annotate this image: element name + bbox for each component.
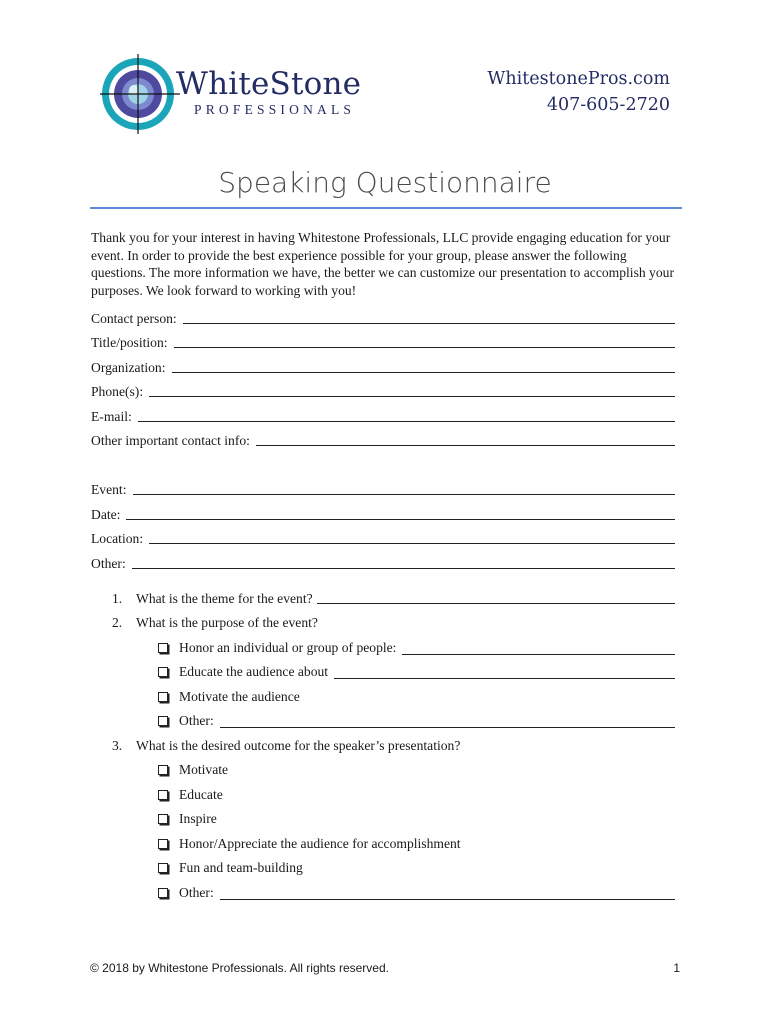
fill-line[interactable] [220, 715, 675, 728]
option-label: Educate the audience about [179, 664, 329, 679]
fill-line[interactable] [126, 507, 675, 520]
option-fun-team-building[interactable] [158, 860, 675, 876]
option-label: Honor/Appreciate the audience for accomplishment [179, 836, 461, 851]
event-field[interactable] [91, 482, 675, 498]
other-contact-field[interactable] [91, 433, 675, 449]
option-inspire[interactable] [158, 811, 675, 827]
option-motivate[interactable] [158, 762, 675, 778]
fill-line[interactable] [256, 433, 675, 446]
field-label: Organization: [91, 360, 166, 375]
checkbox[interactable] [158, 790, 168, 800]
option-educate[interactable] [158, 787, 675, 803]
fill-line[interactable] [138, 409, 675, 422]
question-2 [112, 615, 675, 631]
question-3 [112, 738, 675, 754]
option-honor-appreciate[interactable] [158, 836, 675, 852]
checkbox[interactable] [158, 839, 168, 849]
checkbox[interactable] [158, 692, 168, 702]
email-field[interactable] [91, 409, 675, 425]
checkbox[interactable] [158, 765, 168, 775]
title-divider [90, 207, 682, 209]
option-label: Inspire [179, 811, 217, 826]
fill-line[interactable] [334, 666, 675, 679]
whitestone-logo [100, 54, 380, 138]
option-label: Other: [179, 713, 214, 728]
brand-subtitle: PROFESSIONALS [194, 102, 356, 117]
option-motivate-audience[interactable] [158, 689, 675, 705]
checkbox[interactable] [158, 888, 168, 898]
field-label: E-mail: [91, 409, 132, 424]
fill-line[interactable] [402, 642, 675, 655]
other-event-field[interactable] [91, 556, 675, 572]
intro-paragraph: Thank you for your interest in having Whitestone Professionals, LLC provide engaging education for your event. In order to provide the best experience possible for your group, please answer the following questions. The more information we have, the better we can customize our presentation to accomplish your purposes. We look forward to working with you! [91, 230, 674, 298]
field-label: Other important contact info: [91, 433, 250, 448]
checkbox[interactable] [158, 643, 168, 653]
page-number: 1 [673, 961, 680, 975]
location-field[interactable] [91, 531, 675, 547]
option-label: Fun and team-building [179, 860, 303, 875]
option-other-purpose[interactable] [158, 713, 675, 729]
page-title: Speaking Questionnaire [218, 166, 552, 199]
question-text: What is the desired outcome for the speaker’s presentation? [136, 738, 461, 753]
option-label: Motivate [179, 762, 229, 777]
question-text: What is the purpose of the event? [136, 615, 318, 630]
title-position-field[interactable] [91, 335, 675, 351]
fill-line[interactable] [220, 887, 675, 900]
field-label: Other: [91, 556, 126, 571]
field-label: Date: [91, 507, 121, 522]
field-label: Location: [91, 531, 144, 546]
copyright-footer: © 2018 by Whitestone Professionals. All rights reserved. [90, 961, 389, 975]
checkbox[interactable] [158, 814, 168, 824]
checkbox[interactable] [158, 863, 168, 873]
option-educate-about[interactable] [158, 664, 675, 680]
question-number: 2. [112, 615, 123, 630]
option-honor[interactable] [158, 640, 675, 656]
phone-number: 407-605-2720 [546, 95, 670, 115]
fill-line[interactable] [133, 482, 676, 495]
question-1[interactable] [112, 591, 675, 607]
target-logo-icon [100, 54, 180, 134]
fill-line[interactable] [172, 360, 676, 373]
fill-line[interactable] [174, 335, 675, 348]
option-label: Educate [179, 787, 223, 802]
option-label: Other: [179, 885, 214, 900]
fill-line[interactable] [317, 591, 675, 604]
organization-field[interactable] [91, 360, 675, 376]
checkbox[interactable] [158, 667, 168, 677]
checkbox[interactable] [158, 716, 168, 726]
field-label: Phone(s): [91, 384, 144, 399]
field-label: Event: [91, 482, 127, 497]
option-label: Honor an individual or group of people: [179, 640, 397, 655]
header-contact [487, 66, 670, 118]
fill-line[interactable] [149, 384, 675, 397]
field-label: Contact person: [91, 311, 177, 326]
option-other-outcome[interactable] [158, 885, 675, 901]
fill-line[interactable] [132, 556, 675, 569]
contact-person-field[interactable] [91, 311, 675, 327]
website-link[interactable]: WhitestonePros.com [487, 69, 670, 89]
fill-line[interactable] [149, 531, 675, 544]
brand-name: WhiteStone [176, 66, 362, 102]
date-field[interactable] [91, 507, 675, 523]
option-label: Motivate the audience [179, 689, 300, 704]
fill-line[interactable] [183, 311, 675, 324]
phone-field[interactable] [91, 384, 675, 400]
question-number: 1. [112, 591, 123, 606]
field-label: Title/position: [91, 335, 168, 350]
question-number: 3. [112, 738, 123, 753]
question-text: What is the theme for the event? [136, 591, 313, 606]
